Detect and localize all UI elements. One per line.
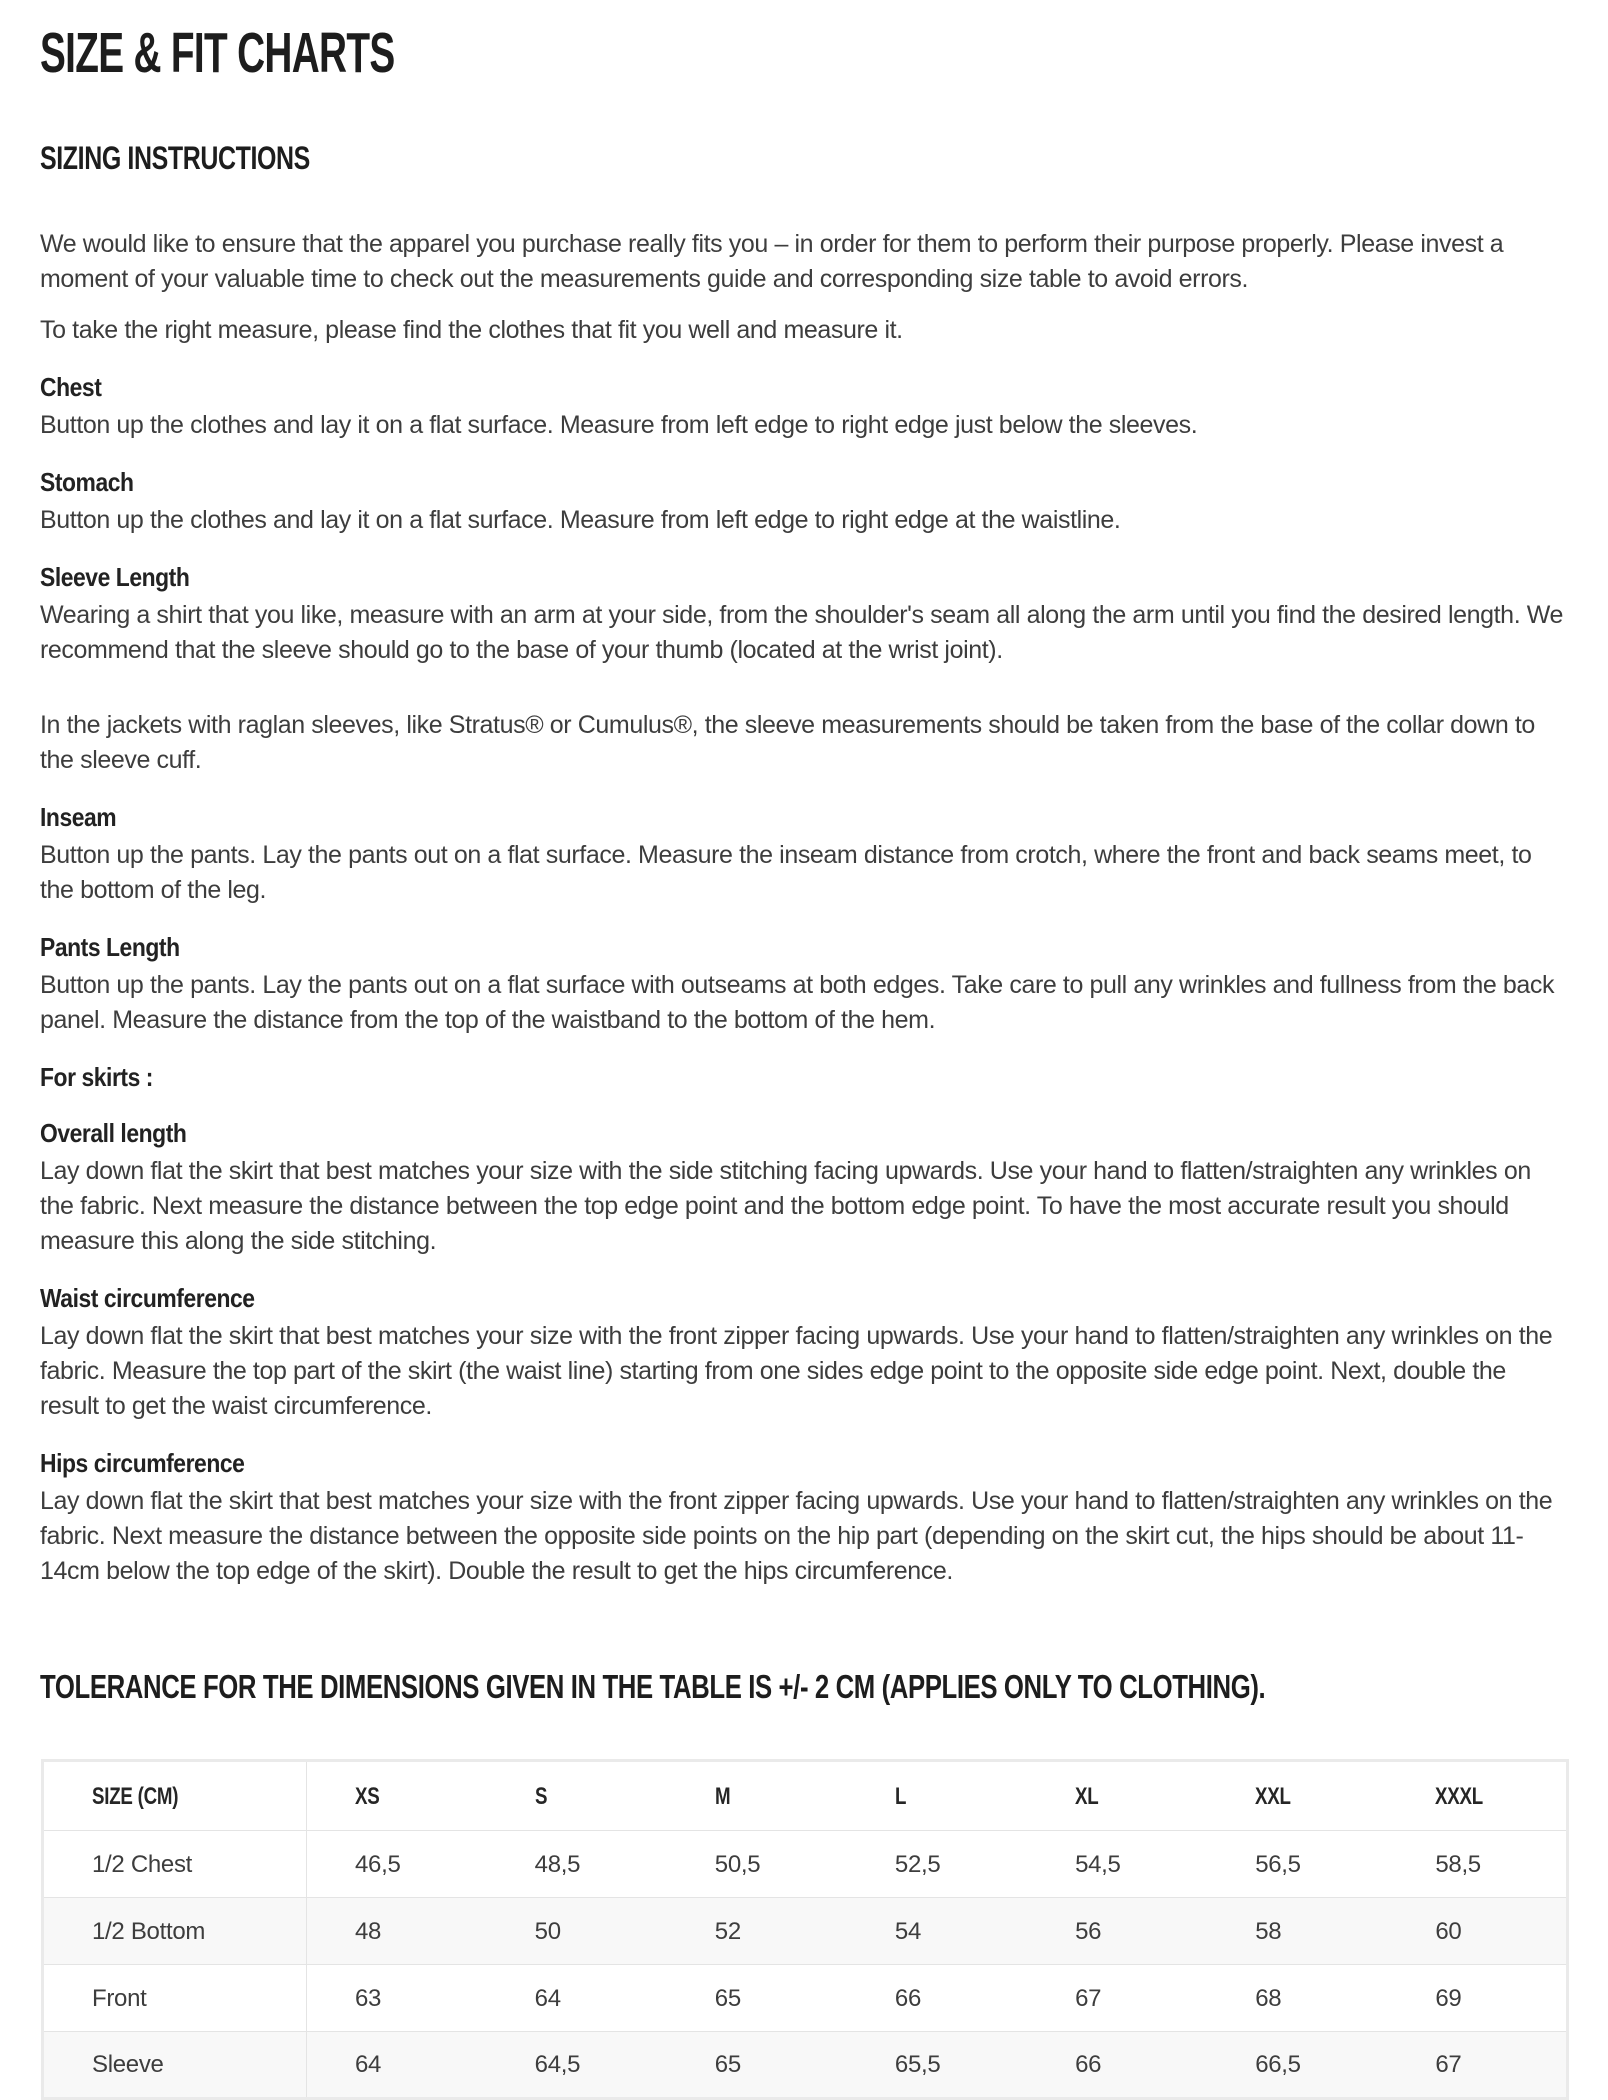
size-table-value: 58,5 [1435, 1850, 1481, 1878]
page-title [40, 22, 1570, 84]
measure-label-text: Overall length [40, 1118, 187, 1148]
measure-section-body [40, 503, 1570, 538]
size-table-header-l [847, 1761, 1027, 1831]
measure-label [40, 800, 1570, 834]
measure-section [40, 1446, 1570, 1589]
size-table-header-row [43, 1761, 1568, 1831]
measure-paragraph: Button up the pants. Lay the pants out on a flat surface. Measure the inseam distance from crotch, where the front and back seams meet, to the bottom of the leg. [40, 841, 1532, 904]
size-table-value: 67 [1435, 2051, 1462, 2078]
size-table-header-text: XL [1075, 1782, 1099, 1810]
measure-section [40, 1060, 1570, 1094]
measure-sections [40, 370, 1570, 1589]
measure-label-text: Inseam [40, 802, 117, 832]
measure-paragraph: Button up the pants. Lay the pants out on a flat surface with outseams at both edges. Take care to pull any wrinkles and fullness from the back panel. Measure the distance from the top of the waistband to the bottom of the hem. [40, 971, 1555, 1034]
tolerance-heading-text: TOLERANCE FOR THE DIMENSIONS GIVEN IN THE TABLE IS +/- 2 CM (APPLIES ONLY TO CLOTHING). [40, 1668, 1266, 1705]
measure-section-body [40, 968, 1570, 1038]
page-title-text: SIZE & FIT CHARTS [40, 21, 395, 85]
size-table-value: 50,5 [714, 1850, 761, 1878]
size-table-row [43, 1965, 1568, 2032]
measure-section [40, 1116, 1570, 1259]
measure-label [40, 1281, 1570, 1315]
measure-label-text: Sleeve Length [40, 562, 190, 592]
measure-label [40, 560, 1570, 594]
size-table-value: 48 [355, 1917, 382, 1945]
measure-paragraph: Button up the clothes and lay it on a flat surface. Measure from left edge to right edge just below the sleeves. [40, 411, 1198, 439]
size-table-value: 56,5 [1255, 1850, 1301, 1878]
size-table-value: 65 [714, 2051, 741, 2078]
measure-section-body [40, 838, 1570, 908]
measure-section-body [40, 408, 1570, 443]
size-table-header-size-cm [43, 1761, 307, 1831]
size-table-value: 50 [534, 1917, 561, 1945]
size-table-value: 69 [1435, 1984, 1462, 2012]
measure-label-text: For skirts : [40, 1062, 153, 1092]
size-table-value: 56 [1075, 1917, 1102, 1945]
intro-paragraph: To take the right measure, please find the clothes that fit you well and measure it. [40, 316, 903, 344]
size-table-row [43, 1898, 1568, 1965]
measure-label [40, 1116, 1570, 1150]
measure-label-text: Waist circumference [40, 1283, 255, 1313]
size-table-value: 64 [534, 1984, 561, 2012]
size-table-row-label: Sleeve [43, 2032, 307, 2099]
size-table-value: 52 [714, 1917, 741, 1945]
measure-label-text: Stomach [40, 467, 134, 497]
size-table-value: 66 [894, 1984, 922, 2012]
size-table-head [43, 1761, 1568, 1831]
size-table-value: 54,5 [1075, 1850, 1121, 1878]
size-table-header-text: L [894, 1782, 907, 1810]
size-table-value: 67 [1075, 1984, 1102, 2012]
size-table-row-label: 1/2 Bottom [43, 1898, 307, 1965]
measure-section [40, 465, 1570, 538]
size-table-header-xl [1027, 1761, 1207, 1831]
size-table-value: 68 [1255, 1984, 1282, 2012]
measure-section-body [40, 1154, 1570, 1259]
measure-label [40, 465, 1570, 499]
size-table-value: 60 [1435, 1917, 1462, 1945]
size-table-value: 65 [714, 1984, 741, 2012]
size-table-value: 48,5 [534, 1850, 581, 1878]
size-table-value: 52,5 [894, 1850, 941, 1878]
measure-section [40, 800, 1570, 908]
measure-section [40, 930, 1570, 1038]
measure-paragraph: In the jackets with raglan sleeves, like Stratus® or Cumulus®, the sleeve measurements should be taken from the base of the collar down to the sleeve cuff. [40, 711, 1535, 774]
size-table-header-m [667, 1761, 847, 1831]
measure-label-text: Chest [40, 372, 102, 402]
size-table-value: 66,5 [1255, 2051, 1301, 2078]
size-table-row-label: 1/2 Chest [43, 1831, 307, 1898]
measure-section-body [40, 1484, 1570, 1589]
measure-section [40, 1281, 1570, 1424]
measure-label [40, 930, 1570, 964]
measure-label [40, 1060, 1570, 1094]
measure-section [40, 560, 1570, 778]
size-fit-page [40, 0, 1570, 2100]
size-table-header-text: XXL [1255, 1782, 1291, 1810]
size-table-value: 65,5 [894, 2051, 941, 2078]
measure-label [40, 370, 1570, 404]
measure-paragraph: Lay down flat the skirt that best matches your size with the front zipper facing upwards. Use your hand to flatten/straighten any wrinkles on the fabric. Measure the top part of the skirt (the waist line) starting from one sides edge point to the opposite side edge point. Next, double the result to get the waist circumference. [40, 1322, 1553, 1420]
size-table-value: 54 [894, 1917, 922, 1945]
size-table-value: 46,5 [355, 1850, 401, 1878]
sizing-instructions-heading-text: SIZING INSTRUCTIONS [40, 140, 310, 176]
size-table-row [43, 2032, 1568, 2099]
measure-label [40, 1446, 1570, 1480]
tolerance-heading [40, 1667, 1570, 1707]
size-table-value: 64 [355, 2051, 382, 2078]
size-table-row-label: Front [43, 1965, 307, 2032]
size-table [41, 1759, 1569, 2100]
size-table-header-xs [307, 1761, 487, 1831]
size-table-header-s [487, 1761, 667, 1831]
size-table-value: 63 [355, 1984, 382, 2012]
size-table-header-xxxl [1387, 1761, 1567, 1831]
measure-section [40, 370, 1570, 443]
sizing-instructions-heading [40, 139, 1570, 177]
size-table-value: 64,5 [534, 2051, 581, 2078]
intro-paragraph: We would like to ensure that the apparel you purchase really fits you – in order for them to perform their purpose properly. Please invest a moment of your valuable time to check out the measurements guide and corresponding size table to avoid errors. [40, 230, 1504, 293]
size-table-row [43, 1831, 1568, 1898]
size-table-header-text: M [714, 1782, 731, 1810]
size-table-header-text: S [534, 1782, 547, 1810]
size-table-header-text: XXXL [1435, 1782, 1484, 1810]
measure-paragraph: Wearing a shirt that you like, measure with an arm at your side, from the shoulder's seam all along the arm until you find the desired length. We recommend that the sleeve should go to the base of your thumb (located at the wrist joint). [40, 601, 1564, 664]
size-table-value: 58 [1255, 1917, 1282, 1945]
size-table-body [43, 1831, 1568, 2099]
measure-label-text: Hips circumference [40, 1448, 245, 1478]
measure-label-text: Pants Length [40, 932, 180, 962]
size-table-header-text: SIZE (CM) [92, 1782, 179, 1810]
measure-paragraph: Lay down flat the skirt that best matches your size with the side stitching facing upwards. Use your hand to flatten/straighten any wrinkles on the fabric. Next measure the distance between the top edge point and the bottom edge point. To have the most accurate result you should measure this along the side stitching. [40, 1157, 1531, 1255]
measure-section-body [40, 1319, 1570, 1424]
size-table-header-text: XS [355, 1782, 380, 1810]
measure-paragraph: Button up the clothes and lay it on a flat surface. Measure from left edge to right edge at the waistline. [40, 506, 1121, 534]
measure-paragraph: Lay down flat the skirt that best matches your size with the front zipper facing upwards. Use your hand to flatten/straighten any wrinkles on the fabric. Next measure the distance between the opposite side points on the hip part (depending on the skirt cut, the hips should be about 11-14cm below the top edge of the skirt). Double the result to get the hips circumference. [40, 1487, 1553, 1585]
size-table-value: 66 [1075, 2051, 1102, 2078]
measure-section-body [40, 598, 1570, 778]
size-table-header-xxl [1207, 1761, 1387, 1831]
